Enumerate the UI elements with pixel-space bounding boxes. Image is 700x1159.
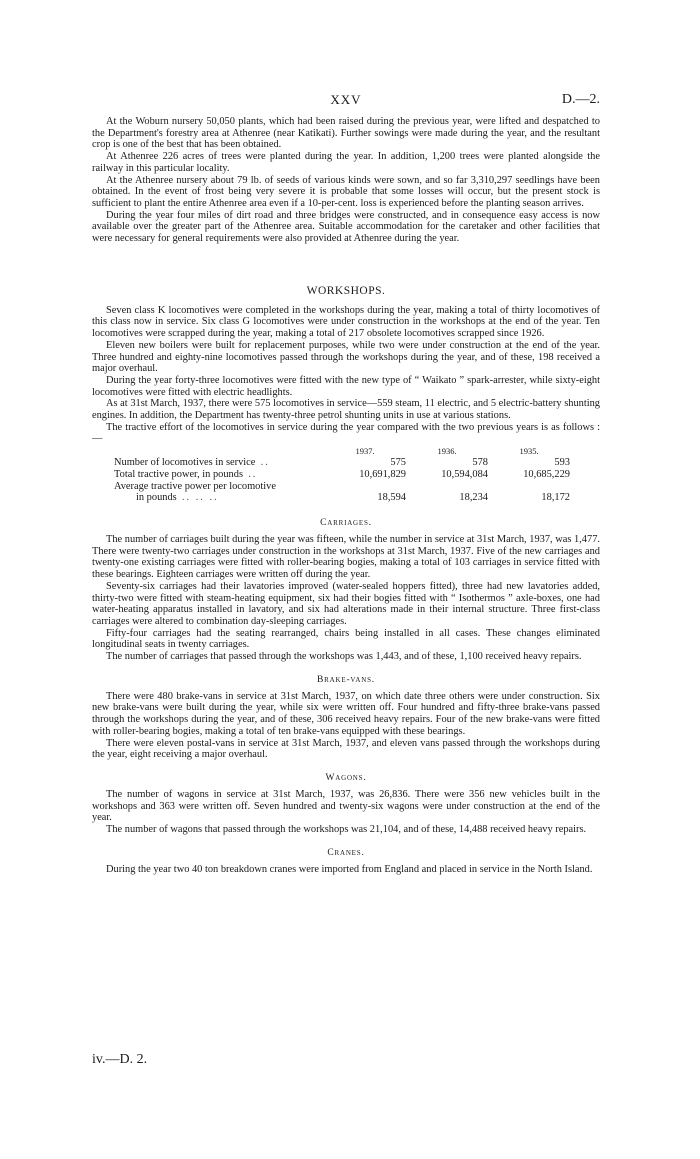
- workshops-section: [92, 285, 600, 504]
- section-heading-cranes: Cranes.: [327, 847, 365, 858]
- paragraph: As at 31st March, 1937, there were 575 locomotives in service—559 steam, 11 electric, and 5 electric-battery shunting engines. In addition, the Department has twenty-three petrol shunting units in use at various stations.: [92, 398, 600, 422]
- forestry-section: [92, 116, 600, 245]
- table-cell: 10,691,829: [359, 468, 406, 480]
- row-label-continued: in pounds: [136, 492, 177, 504]
- paragraph: Fifty-four carriages had the seating rearranged, chairs being installed in all cases. These changes eliminated longitudinal seats in twenty carriages.: [92, 627, 600, 651]
- leader-dots: ..: [260, 457, 270, 469]
- year-header: 1935.: [519, 446, 539, 457]
- report-reference: D.—2.: [561, 92, 600, 107]
- paragraph: The number of carriages built during the year was fifteen, while the number in service at 31st March, 1937, was 1,477. There were twenty-two carriages under construction in the workshops at 31st March, 1937. Five of the new carriages and twenty-one existing carriages were fitted with roller-bearing bogies, making a total of 103 carriages in service fitted with these bearings. Eighteen carriages were written off during the year.: [92, 533, 600, 581]
- table-cell: 18,234: [459, 492, 488, 504]
- paragraph: The number of wagons that passed through the workshops was 21,104, and of these, 14,488 received heavy repairs.: [106, 824, 587, 836]
- row-label: Average tractive power per locomotive: [114, 480, 276, 492]
- brake-vans-section: [92, 675, 600, 761]
- section-heading-carriages: Carriages.: [320, 517, 372, 528]
- page-footer-signature: iv.—D. 2.: [92, 1052, 148, 1067]
- carriages-section: [92, 518, 600, 663]
- row-label: Number of locomotives in service: [114, 457, 256, 469]
- paragraph: There were 480 brake-vans in service at 31st March, 1937, on which date three others were under construction. Six new brake-vans were built during the year, while six were written off. Four hundred and fifty-three brake-vans passed through the workshops during the year, and of these, 306 received heavy repairs. Four of the new brake-vans were fitted with roller-bearing bogies, making a total of ten brake-vans equipped with these bearings.: [92, 690, 600, 737]
- table-cell: 18,172: [541, 492, 570, 504]
- paragraph: The tractive effort of the locomotives in service during the year compared with the two previous years is as follows :—: [92, 421, 600, 445]
- paragraph: At the Woburn nursery 50,050 plants, which had been raised during the previous year, were lifted and despatched to the Department's forestry area at Athenree (near Katikati). Further sowings were made during the year, and the resultant crop is one of the best that has been obtained.: [92, 116, 600, 151]
- paragraph: At the Athenree nursery about 79 lb. of seeds of various kinds were sown, and so far 3,310,297 seedlings have been obtained. In the event of frost being very severe it is probable that some losses will occur, but the present stock is sufficient to plant the entire Athenree area even if a 10-per-cent. loss is experienced before the planting season arrives.: [92, 174, 600, 209]
- year-header: 1936.: [437, 446, 457, 457]
- table-row: [114, 469, 570, 481]
- section-heading-brake-vans: Brake-vans.: [317, 674, 375, 685]
- table-row: [114, 457, 570, 469]
- leader-dots: .. .. ..: [181, 492, 219, 504]
- page-number: XXV: [330, 92, 362, 107]
- table-cell: 578: [472, 457, 488, 469]
- table-cell: 593: [554, 457, 570, 469]
- section-heading-wagons: Wagons.: [325, 772, 367, 783]
- report-page: [92, 92, 600, 875]
- table-cell: 10,685,229: [523, 468, 570, 480]
- paragraph: During the year four miles of dirt road and three bridges were constructed, and in consequence easy access is now available over the greater part of the Athenree area. Suitable accommodation for the caretaker and other facilities that were necessary for general requirements were also provided at Athenree during the year.: [92, 209, 600, 245]
- paragraph: There were eleven postal-vans in service at 31st March, 1937, and eleven vans passed through the workshops during the year, eight receiving a major overhaul.: [92, 737, 600, 761]
- wagons-section: [92, 773, 600, 836]
- table-header-row: [114, 445, 570, 457]
- table-row: [114, 481, 570, 504]
- table-cell: 575: [390, 457, 406, 469]
- page-header: [92, 92, 600, 116]
- paragraph: Eleven new boilers were built for replacement purposes, while two were under construction at the end of the year. Three hundred and eighty-nine locomotives passed through the workshops during the year, and of these, 198 received a major overhaul.: [92, 339, 600, 375]
- paragraph: At Athenree 226 acres of trees were planted during the year. In addition, 1,200 trees were planted alongside the railway in this particular locality.: [92, 151, 600, 174]
- paragraph: Seven class K locomotives were completed in the workshops during the year, making a total of thirty locomotives of this class now in service. Six class G locomotives were under construction in the workshops at the end of the year. Ten locomotives were scrapped during the year, making a total of 217 obsolete locomotives scrapped since 1926.: [92, 304, 600, 340]
- paragraph: Seventy-six carriages had their lavatories improved (water-sealed hoppers fitted), three had new lavatories added, thirty-two were fitted with steam-heating equipment, six had their bogies fitted with “ Isothermos ” axle-boxes, one had water-heating apparatus installed in lavatory, and six had alterations made in their internal structure. Three first-class carriages were altered to combination day-sleeping carriages.: [92, 580, 600, 627]
- paragraph: During the year two 40 ton breakdown cranes were imported from England and placed in service in the North Island.: [106, 863, 593, 875]
- tractive-effort-table: [114, 445, 570, 504]
- row-label: Total tractive power, in pounds: [114, 468, 243, 480]
- table-cell: 10,594,084: [441, 468, 488, 480]
- paragraph: The number of wagons in service at 31st March, 1937, was 26,836. There were 356 new vehicles built in the workshops and 363 were written off. Seven hundred and twenty-six wagons were under construction at the end of the year.: [92, 788, 600, 824]
- paragraph: The number of carriages that passed through the workshops was 1,443, and of these, 1,100 received heavy repairs.: [106, 651, 582, 663]
- year-header: 1937.: [355, 446, 375, 457]
- leader-dots: ..: [248, 468, 258, 480]
- table-cell: 18,594: [377, 492, 406, 504]
- cranes-section: [92, 848, 600, 876]
- paragraph: During the year forty-three locomotives were fitted with the new type of “ Waikato ” spark-arrester, while sixty-eight locomotives were fitted with electric headlights.: [92, 374, 600, 398]
- section-heading-workshops: WORKSHOPS.: [306, 284, 386, 297]
